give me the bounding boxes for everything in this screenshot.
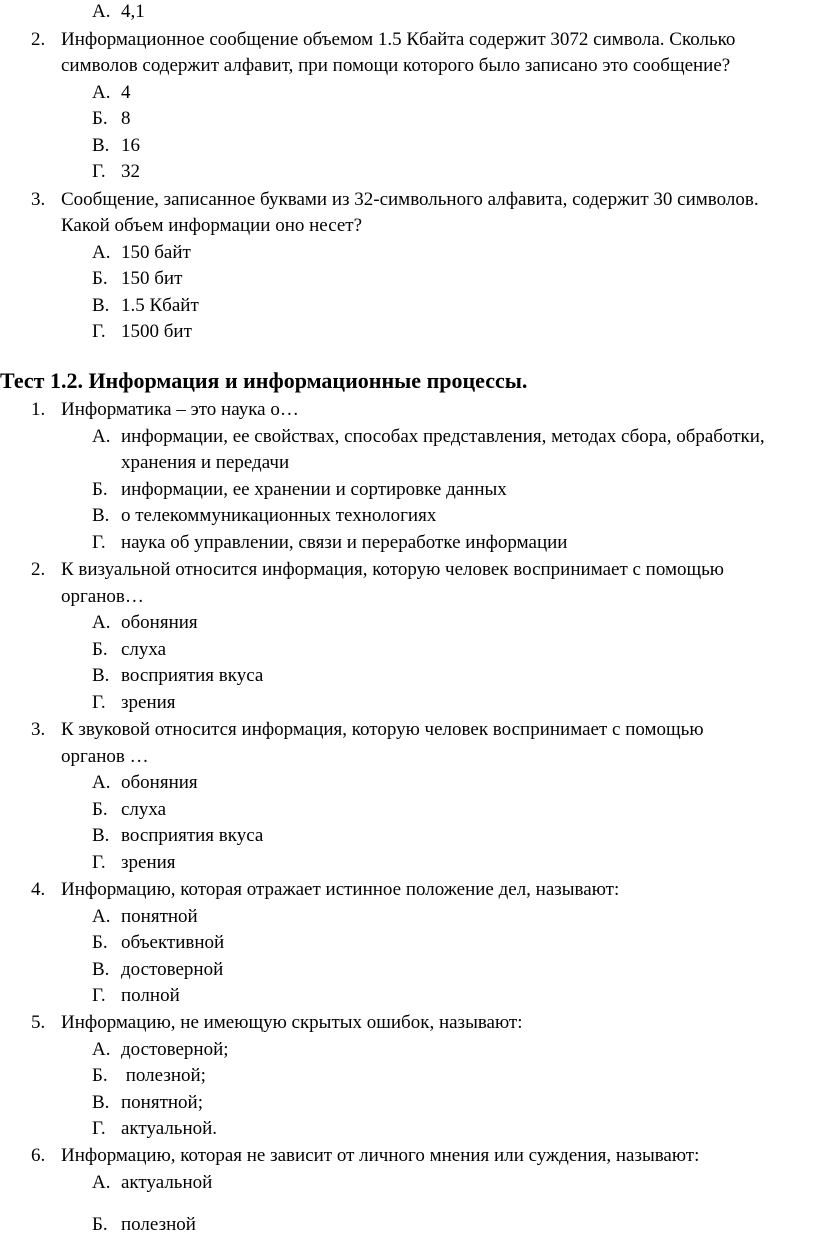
question-text: К звуковой относится информация, которую человек воспринимает с помощью	[61, 719, 704, 740]
option-letter: Б.	[92, 1214, 108, 1235]
question-number: 2.	[31, 559, 46, 580]
question-number: 3.	[31, 189, 46, 210]
option-text: восприятия вкуса	[121, 665, 264, 686]
question-text: символов содержит алфавит, при помощи которого было записано это сообщение?	[61, 55, 731, 76]
option-letter: В.	[92, 505, 110, 526]
option-text: обоняния	[121, 772, 198, 793]
option-letter: В.	[92, 1092, 110, 1113]
question-text: К визуальной относится информация, которую человек воспринимает с помощью	[61, 559, 725, 580]
option-text: о телекоммуникационных технологиях	[121, 505, 437, 526]
option-text: понятной;	[121, 1092, 203, 1113]
option-letter: Г.	[92, 985, 106, 1006]
question-number: 1.	[31, 399, 46, 420]
option-letter: Б.	[92, 639, 108, 660]
option-letter: В.	[92, 665, 110, 686]
question-text: Сообщение, записанное буквами из 32-символьного алфавита, содержит 30 символов.	[61, 189, 759, 210]
question-text: Какой объем информации оно несет?	[61, 215, 363, 236]
option-letter: Г.	[92, 161, 106, 182]
option-letter: Г.	[92, 692, 106, 713]
option-text: информации, ее хранении и сортировке данных	[121, 479, 507, 500]
option-text: обоняния	[121, 612, 198, 633]
option-text: 150 бит	[121, 268, 183, 289]
question-text: Информационное сообщение объемом 1.5 Кбайта содержит 3072 символа. Сколько	[61, 29, 736, 50]
option-text: 4	[121, 82, 131, 103]
option-text: слуха	[121, 639, 167, 660]
option-text: зрения	[121, 852, 176, 873]
option-letter: Б.	[92, 1065, 108, 1086]
option-letter: А.	[92, 242, 111, 263]
option-letter: В.	[92, 825, 110, 846]
option-letter: Г.	[92, 1118, 106, 1139]
option-letter: В.	[92, 959, 110, 980]
option-text: полной	[121, 985, 180, 1006]
option-text: слуха	[121, 799, 167, 820]
option-text: 150 байт	[121, 242, 191, 263]
option-letter: Б.	[92, 479, 108, 500]
option-text: полезной;	[121, 1065, 206, 1086]
option-text: понятной	[121, 906, 198, 927]
option-text: зрения	[121, 692, 176, 713]
option-letter: Г.	[92, 532, 106, 553]
option-letter: А.	[92, 772, 111, 793]
question-text: Информатика – это наука о…	[61, 399, 299, 420]
option-text: восприятия вкуса	[121, 825, 264, 846]
option-text: наука об управлении, связи и переработке информации	[121, 532, 568, 553]
option-letter: А.	[92, 612, 111, 633]
question-number: 4.	[31, 879, 46, 900]
option-letter: Б.	[92, 108, 108, 129]
option-text: актуальной	[121, 1172, 213, 1193]
option-letter: В.	[92, 135, 110, 156]
question-number: 6.	[31, 1145, 46, 1166]
question-number: 2.	[31, 29, 46, 50]
option-letter: Г.	[92, 321, 106, 342]
option-letter: А.	[92, 1, 111, 22]
option-letter: А.	[92, 82, 111, 103]
option-text: информации, ее свойствах, способах представления, методах сбора, обработки,	[121, 426, 765, 447]
option-letter: А.	[92, 906, 111, 927]
option-text: 1.5 Кбайт	[121, 295, 199, 316]
option-text: достоверной;	[121, 1039, 229, 1060]
question-text: органов …	[61, 746, 149, 767]
question-text: Информацию, которая не зависит от личного мнения или суждения, называют:	[61, 1145, 700, 1166]
option-text: хранения и передачи	[121, 452, 290, 473]
option-letter: А.	[92, 1039, 111, 1060]
option-text: достоверной	[121, 959, 224, 980]
question-text: Информацию, которая отражает истинное положение дел, называют:	[61, 879, 620, 900]
option-text: 4,1	[121, 1, 145, 22]
option-letter: Г.	[92, 852, 106, 873]
option-text: объективной	[121, 932, 225, 953]
option-text: 32	[121, 161, 140, 182]
option-text: полезной	[121, 1214, 196, 1235]
question-text: Информацию, не имеющую скрытых ошибок, называют:	[61, 1012, 523, 1033]
question-number: 5.	[31, 1012, 46, 1033]
option-letter: А.	[92, 426, 111, 447]
option-letter: Б.	[92, 799, 108, 820]
option-text: 8	[121, 108, 131, 129]
section-title: Тест 1.2. Информация и информационные процессы.	[0, 368, 528, 393]
question-text: органов…	[61, 586, 144, 607]
option-letter: А.	[92, 1172, 111, 1193]
question-number: 3.	[31, 719, 46, 740]
option-text: 1500 бит	[121, 321, 192, 342]
option-text: 16	[121, 135, 140, 156]
option-letter: Б.	[92, 268, 108, 289]
option-text: актуальной.	[121, 1118, 218, 1139]
option-letter: В.	[92, 295, 110, 316]
option-letter: Б.	[92, 932, 108, 953]
